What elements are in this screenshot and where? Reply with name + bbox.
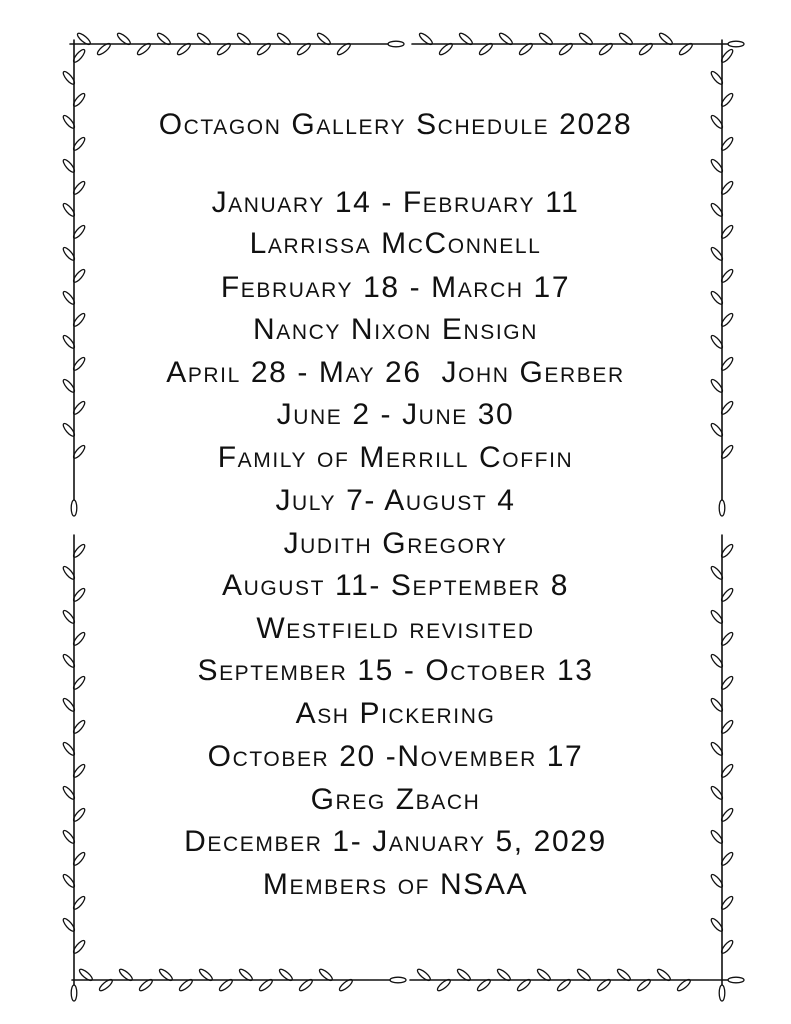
schedule-artist: Ash Pickering — [295, 697, 496, 730]
schedule-artist: Nancy Nixon Ensign — [252, 313, 538, 346]
schedule-dates: July 7- August 4 — [275, 484, 516, 517]
schedule-artist: Judith Gregory — [283, 527, 508, 560]
schedule-dates: June 2 - June 30 — [276, 398, 515, 431]
schedule-artist: Westfield revisited — [256, 612, 535, 645]
schedule-artist: Family of Merrill Coffin — [217, 441, 574, 474]
schedule-dates: December 1- January 5, 2029 — [184, 825, 607, 858]
schedule-artist: Members of NSAA — [262, 868, 529, 901]
schedule-dates: October 20 -November 17 — [207, 740, 584, 773]
page-title: Octagon Gallery Schedule 2028 — [158, 108, 633, 141]
schedule-dates: February 18 - March 17 — [220, 271, 571, 304]
schedule-dates: September 15 - October 13 — [197, 654, 594, 687]
schedule-artist: Greg Zbach — [310, 783, 481, 816]
schedule-entry: April 28 - May 26 John Gerber — [166, 356, 625, 389]
schedule-dates: August 11- September 8 — [221, 569, 570, 602]
schedule-artist: Larrissa McConnell — [249, 227, 542, 260]
schedule-dates: January 14 - February 11 — [211, 186, 580, 219]
